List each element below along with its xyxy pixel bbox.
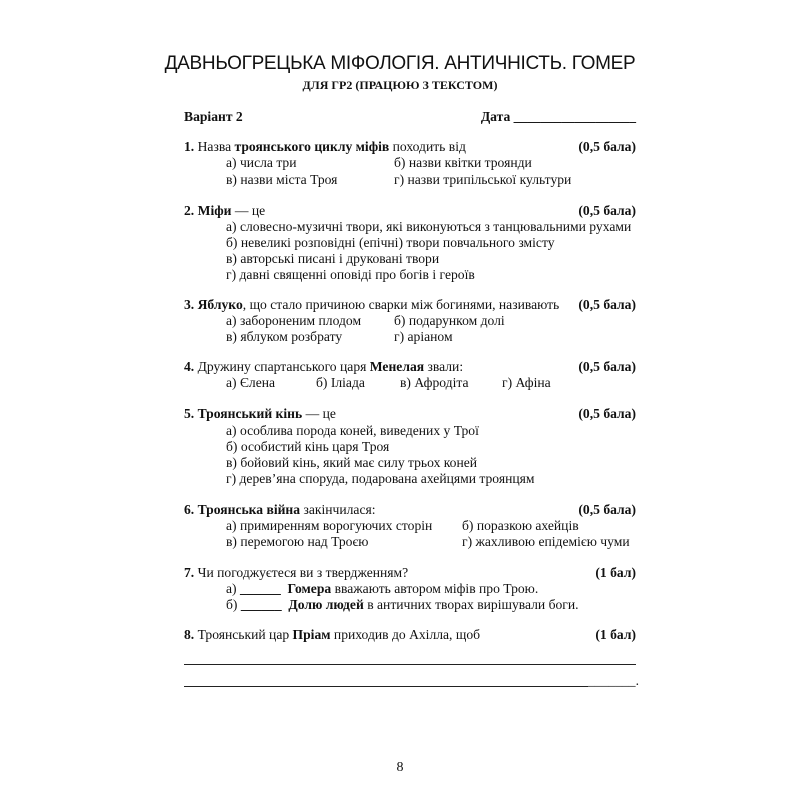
q-text: Троянський цар — [197, 627, 293, 642]
statement — [226, 581, 538, 597]
question-4 — [184, 359, 463, 375]
q-bold: Яблуко — [197, 297, 243, 312]
q-text: Чи погоджуєтеся ви з твердженням? — [197, 565, 409, 580]
q-text: Назва — [197, 139, 235, 154]
answer-line[interactable] — [184, 664, 636, 665]
q-number: 7. — [184, 565, 195, 580]
question-1 — [184, 139, 466, 155]
date-field[interactable]: Дата __________________ — [480, 109, 636, 124]
q-text: — це — [231, 203, 266, 218]
page-subtitle: ДЛЯ ГР2 (ПРАЦЮЮ З ТЕКСТОМ) — [302, 78, 498, 92]
statement-prefix: а) — [226, 581, 240, 596]
q-text: приходив до Ахілла, щоб — [330, 627, 481, 642]
option: г) дерев’яна споруда, подарована ахейцями троянцям — [226, 471, 535, 486]
q-text: походить від — [389, 139, 466, 154]
q-number: 8. — [184, 627, 195, 642]
q-bold: Пріам — [292, 627, 331, 642]
option: б) назви квітки троянди — [394, 155, 532, 170]
option: в) Афродіта — [400, 375, 469, 390]
q-number: 2. — [184, 203, 195, 218]
q-bold: Менелая — [369, 359, 425, 374]
q-text: в античних творах вирішували боги. — [363, 597, 579, 612]
question-2 — [184, 203, 265, 219]
q-number: 6. — [184, 502, 195, 517]
q-text: вважають автором міфів про Трою. — [331, 581, 539, 596]
option: г) жахливою епідемією чуми — [462, 534, 630, 549]
option: в) яблуком розбрату — [226, 329, 343, 344]
q-bold: Міфи — [197, 203, 232, 218]
q-bold: троянського циклу міфів — [234, 139, 390, 154]
option: б) поразкою ахейців — [462, 518, 579, 533]
q-bold: Троянський кінь — [197, 406, 303, 421]
question-7 — [184, 565, 408, 581]
points: (0,5 бала) — [578, 359, 636, 374]
page-number: 8 — [396, 760, 404, 775]
option: б) подарунком долі — [394, 313, 505, 328]
answer-blank[interactable]: ______ — [240, 597, 282, 612]
points: (1 бал) — [595, 627, 636, 642]
points: (1 бал) — [595, 565, 636, 580]
option: в) бойовий кінь, який має силу трьох коней — [226, 455, 478, 470]
option: а) забороненим плодом — [226, 313, 362, 328]
statement — [226, 597, 579, 613]
q-text: Дружину спартанського царя — [197, 359, 370, 374]
q-number: 4. — [184, 359, 195, 374]
option: г) аріаном — [394, 329, 453, 344]
question-3 — [184, 297, 559, 313]
page-title: ДАВНЬОГРЕЦЬКА МІФОЛОГІЯ. АНТИЧНІСТЬ. ГОМЕР — [164, 53, 636, 74]
option: в) авторські писані і друковані твори — [226, 251, 440, 266]
option: в) назви міста Троя — [226, 172, 338, 187]
q-bold: Долю людей — [288, 597, 364, 612]
q-bold: Гомера — [287, 581, 332, 596]
option: а) примиренням ворогуючих сторін — [226, 518, 433, 533]
option: б) невеликі розповідні (епічні) твори повчального змісту — [226, 235, 555, 250]
q-text: , що стало причиною сварки між богинями, називають — [242, 297, 560, 312]
statement-prefix: б) — [226, 597, 241, 612]
option: а) Єлена — [226, 375, 276, 390]
option: а) числа три — [226, 155, 297, 170]
question-5 — [184, 406, 336, 422]
points: (0,5 бала) — [578, 203, 636, 218]
points: (0,5 бала) — [578, 139, 636, 154]
question-6 — [184, 502, 376, 518]
variant-label: Варіант 2 — [184, 109, 243, 124]
option: б) особистий кінь царя Троя — [226, 439, 390, 454]
answer-line[interactable] — [184, 686, 588, 687]
q-bold: Троянська війна — [197, 502, 301, 517]
q-number: 5. — [184, 406, 195, 421]
option: г) назви трипільської культури — [394, 172, 572, 187]
q-number: 1. — [184, 139, 195, 154]
option: б) Іліада — [316, 375, 365, 390]
points: (0,5 бала) — [578, 502, 636, 517]
points: (0,5 бала) — [578, 406, 636, 421]
q-text: звали: — [424, 359, 464, 374]
points: (0,5 бала) — [578, 297, 636, 312]
q-text: — це — [302, 406, 336, 421]
option: г) Афіна — [502, 375, 551, 390]
answer-line-end[interactable]: _______. — [588, 673, 639, 688]
option: г) давні священні оповіді про богів і героїв — [226, 267, 475, 282]
answer-blank[interactable]: ______ — [239, 581, 281, 596]
option: в) перемогою над Троєю — [226, 534, 369, 549]
q-text: закінчилася: — [300, 502, 376, 517]
question-8 — [184, 627, 480, 643]
option: а) особлива порода коней, виведених у Трої — [226, 423, 479, 438]
option: а) словесно-музичні твори, які виконуються з танцювальними рухами — [226, 219, 632, 234]
q-number: 3. — [184, 297, 195, 312]
